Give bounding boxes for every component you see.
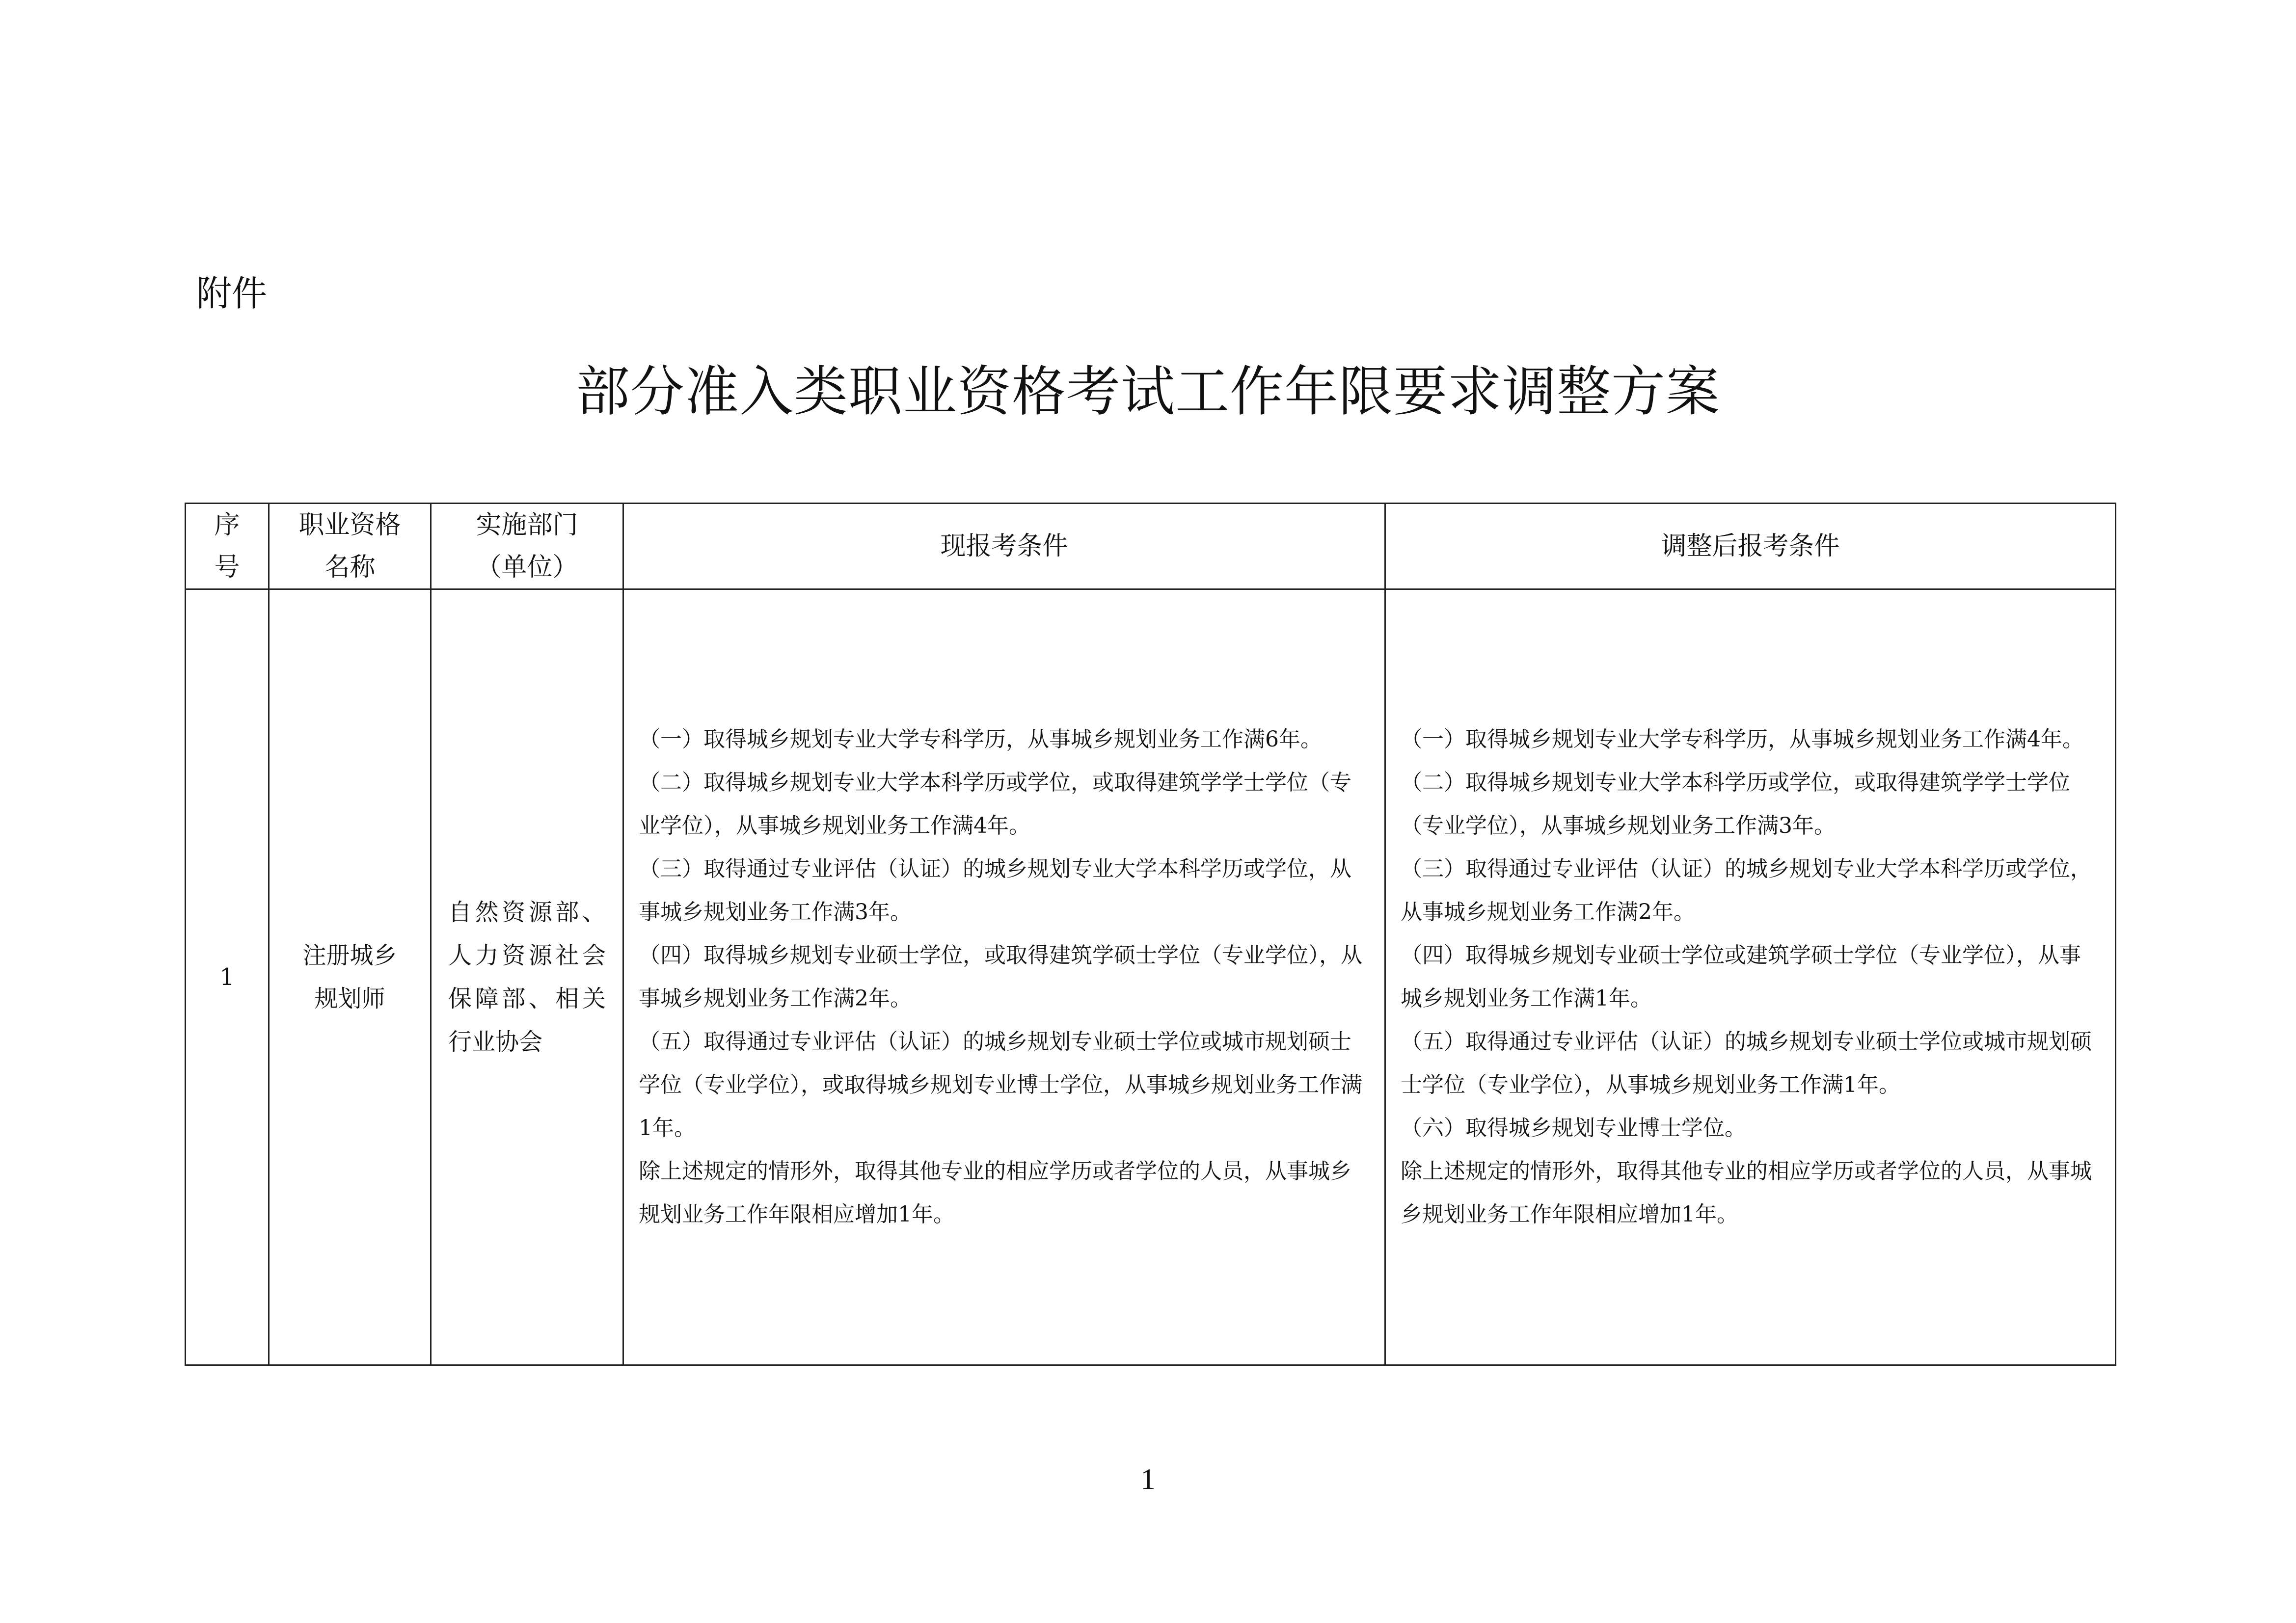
qualification-name: 注册城乡 规划师 [269,589,431,1365]
adjusted-condition-2: （二）取得城乡规划专业大学本科学历或学位，或取得建筑学学士学位（专业学位），从事城乡规划业务工作满3年。 [1401,770,2070,838]
current-condition-3: （三）取得通过专业评估（认证）的城乡规划专业大学本科学历或学位，从事城乡规划业务工作满3年。 [639,856,1351,925]
col-header-current-conditions: 现报考条件 [623,504,1385,589]
attachment-label: 附件 [196,273,268,314]
current-condition-5: （五）取得通过专业评估（认证）的城乡规划专业硕士学位或城市规划硕士学位（专业学位），或取得城乡规划专业博士学位，从事城乡规划业务工作满1年。 [639,1029,1362,1141]
adjusted-condition-5: （五）取得通过专业评估（认证）的城乡规划专业硕士学位或城市规划硕士学位（专业学位），从事城乡规划业务工作满1年。 [1401,1029,2092,1097]
page-number: 1 [1140,1463,1156,1495]
row-index: 1 [186,589,269,1365]
current-condition-2: （二）取得城乡规划专业大学本科学历或学位，或取得建筑学学士学位（专业学位），从事城乡规划业务工作满4年。 [639,770,1351,838]
adjusted-condition-1: （一）取得城乡规划专业大学专科学历，从事城乡规划业务工作满4年。 [1401,727,2084,752]
department-cell: 自然资源部、人力资源社会保障部、相关行业协会 [431,589,623,1365]
table-header-row [186,504,2116,589]
col-header-department: 实施部门 （单位） [431,504,623,589]
current-conditions-cell [623,589,1385,1365]
conditions-table [185,503,2116,1366]
table-row [186,589,2116,1365]
col-header-qualification: 职业资格 名称 [269,504,431,589]
adjusted-condition-3: （三）取得通过专业评估（认证）的城乡规划专业大学本科学历或学位，从事城乡规划业务工作满2年。 [1401,856,2092,925]
current-condition-note: 除上述规定的情形外，取得其他专业的相应学历或者学位的人员，从事城乡规划业务工作年限相应增加1年。 [639,1159,1351,1227]
adjusted-conditions-cell [1385,589,2116,1365]
col-header-index: 序 号 [186,504,269,589]
page-title: 部分准入类职业资格考试工作年限要求调整方案 [576,360,1720,423]
adjusted-condition-note: 除上述规定的情形外，取得其他专业的相应学历或者学位的人员，从事城乡规划业务工作年限相应增加1年。 [1401,1159,2092,1227]
adjusted-condition-6: （六）取得城乡规划专业博士学位。 [1401,1116,1746,1141]
current-condition-1: （一）取得城乡规划专业大学专科学历，从事城乡规划业务工作满6年。 [639,727,1322,752]
col-header-adjusted-conditions: 调整后报考条件 [1385,504,2116,589]
adjusted-condition-4: （四）取得城乡规划专业硕士学位或建筑学硕士学位（专业学位），从事城乡规划业务工作满1年。 [1401,943,2081,1011]
current-condition-4: （四）取得城乡规划专业硕士学位，或取得建筑学硕士学位（专业学位），从事城乡规划业务工作满2年。 [639,943,1362,1011]
